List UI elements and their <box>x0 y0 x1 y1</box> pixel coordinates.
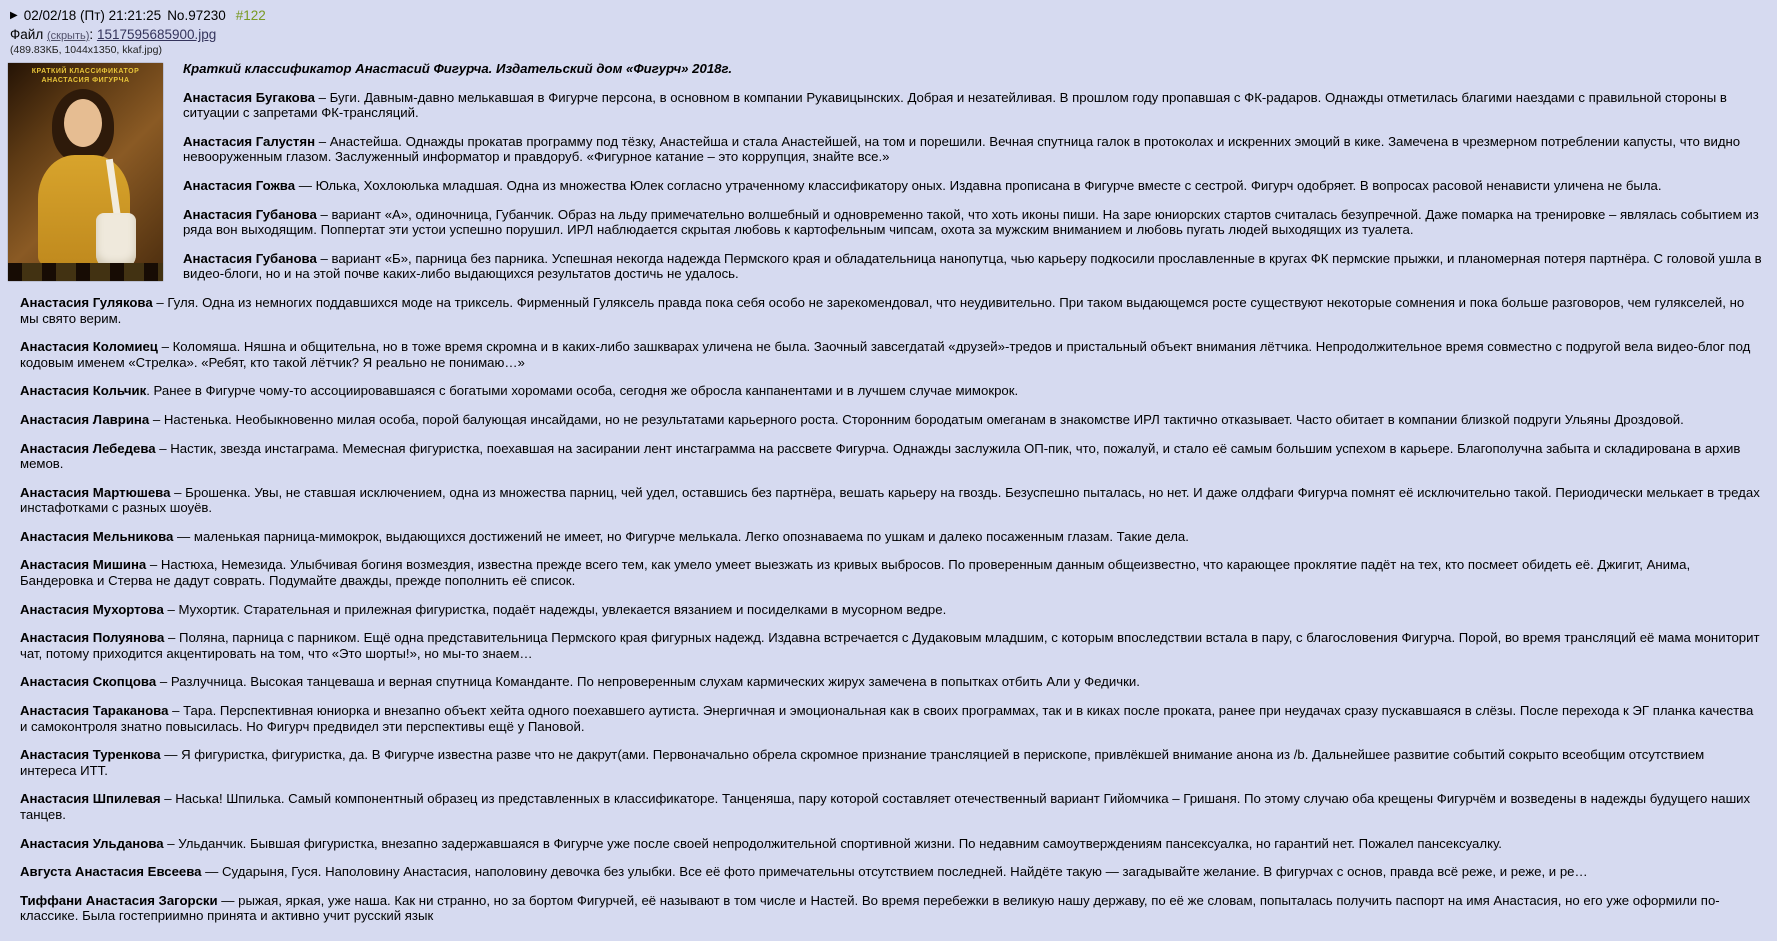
entry-name: Анастасия Бугакова <box>183 89 315 105</box>
entry-text: – Разлучница. Высокая танцеваша и верная спутница Команданте. По непроверенным слухам кармических жирух замечена в попытках отбить Али у Федички. <box>156 674 1140 690</box>
entry-text: – Настенька. Необыкновенно милая особа, порой балующая инсайдами, но не результатами карьерного роста. Сторонним бородатым омеганам в знакомстве ИРЛ тактично отказывает. Часто обитает в компании близкой подруги Ульяны Дроздовой. <box>149 411 1684 427</box>
entry-text: — Я фигуристка, фигуристка, да. В Фигурче известна разве что не дакрут(ами. Первоначально обрела скромное признание трансляцией в перископе, привлёкшей внимание анона из /b. Дальнейшее развитие событий сокрыто всеобщим отсутствием интереса ИТТ. <box>20 747 1705 778</box>
entry-paragraph <box>20 412 1763 428</box>
entry-paragraph <box>20 90 1763 121</box>
file-meta: (489.83КБ, 1044x1350, kkaf.jpg) <box>10 44 162 56</box>
entry-paragraph <box>20 295 1763 326</box>
entry-paragraph <box>20 893 1763 924</box>
entry-paragraph <box>20 134 1763 165</box>
entry-paragraph <box>20 602 1763 618</box>
entries <box>20 90 1763 924</box>
entry-paragraph <box>20 485 1763 516</box>
thumbnail-caption-line1: КРАТКИЙ КЛАССИФИКАТОР <box>31 68 140 75</box>
entry-name: Анастасия Шпилевая <box>20 791 161 807</box>
entry-paragraph <box>20 383 1763 399</box>
entry-text: – вариант «Б», парница без парника. Успешная некогда надежда Пермского края и обладательница нанопутца, чью карьеру подкосили прославленные в кругах ФК пермские прыжки, и планомерная потеря партнёра. С головой ушла в видео-блоги, но и на этой почве каких-либо выдающихся результатов достичь не удалось. <box>183 250 1762 282</box>
entry-paragraph <box>20 836 1763 852</box>
entry-text: – Поляна, парница с парником. Ещё одна представительница Пермского края фигурных надежд. Издавна встречается с Дудаковым младшим, с которым впоследствии встала в пару, с благословения Фигурча. Порой, во время трансляций её мама мониторит чат, потому приходится акцентировать на том, что «Это шорты!», но мы-то знаем… <box>20 630 1760 661</box>
entry-text: – Анастейша. Однажды прокатав программу под тёзку, Анастейша и стала Анастейшей, на том и порешили. Вечная спутница галок в протоколах и искренних эмоций в кике. Замечена в чрезмерном потреблении капусты, что видно невооруженным глазом. Заслуженный информатор и правдоруб. «Фигурное катание – это коррупция, знайте все.» <box>183 133 1741 165</box>
entry-text: – Настик, звезда инстаграма. Мемесная фигуристка, поехавшая на засирании лент инстаграмма на рассвете Фигурча. Однажды заслужила ОП-пик, что, пожалуй, и стало её самым большим успехом в карьере. Благополучна забыта и складирована в архив мемов. <box>20 440 1741 472</box>
thumbnail-caption-line2: АНАСТАСИЯ ФИГУРЧА <box>41 77 130 84</box>
entry-name: Анастасия Туренкова <box>20 747 161 763</box>
entry-text: – Ульданчик. Бывшая фигуристка, внезапно задержавшаяся в Фигурче уже после своей непродолжительной спортивной жизни. По недавним самоутверждениям пансексуалка, но гарантий нет. Пожалел пансексуалку. <box>163 835 1502 851</box>
entry-paragraph <box>20 207 1763 238</box>
classifier-title: Краткий классификатор Анастасий Фигурча. Издательский дом «Фигурч» 2018г. <box>183 61 733 76</box>
entry-text: – Буги. Давным-давно мелькавшая в Фигурче персона, в основном в компании Рукавицынских. Добрая и незатейливая. В прошлом году пропавшая с ФК-радаров. Однажды отметилась благими наездами с правильной стороны в ситуации с запретами ФК-трансляций. <box>183 89 1727 121</box>
entry-name: Анастасия Лаврина <box>20 411 150 427</box>
entry-name: Анастасия Лебедева <box>20 440 156 456</box>
entry-name: Анастасия Тараканова <box>20 703 169 719</box>
entry-paragraph <box>20 630 1763 661</box>
entry-paragraph <box>20 178 1763 194</box>
file-name-link[interactable]: 1517595685900.jpg <box>96 27 217 42</box>
entry-name: Анастасия Коломиец <box>20 339 158 355</box>
post-count-link[interactable]: #122 <box>235 8 266 23</box>
entry-text: – Мухортик. Старательная и прилежная фигуристка, подаёт надежды, увлекается вязанием и посиделками в мусорном ведре. <box>163 601 947 617</box>
entry-paragraph <box>20 791 1763 822</box>
file-hide-link[interactable]: (скрыть) <box>46 30 90 42</box>
entry-name: Тиффани Анастасия Загорски <box>20 892 218 908</box>
post-body <box>8 61 1763 924</box>
entry-paragraph <box>20 703 1763 734</box>
file-thumbnail[interactable] <box>8 63 163 281</box>
entry-paragraph <box>20 251 1763 282</box>
entry-text: – Тара. Перспективная юниорка и внезапно объект хейта одного поехавшего аутиста. Энергичная и эмоциональная как в своих программах, так и в киках после проката, ранее при неудачах сразу пускавшаяся в слёзы. После перехода к ЭГ планка качества и самоконтроля знатно повысилась. Но Фигурч предвидел эти перспективы ещё у Пановой. <box>20 703 1754 734</box>
entry-paragraph <box>20 747 1763 778</box>
entry-text: – Наська! Шпилька. Самый компонентный образец из представленных в классификаторе. Танценяша, пару которой составляет отечественный вариант Гийомчика – Гришаня. По этому случаю оба крещены Фигурчём и возведены в надежды будущего наших танцев. <box>20 791 1751 822</box>
entry-text: — Юлька, Хохлоюлька младшая. Одна из множества Юлек согласно утраченному классификатору оных. Издавна прописана в Фигурче вместе с сестрой. Фигурч одобряет. В вопросах расовой ненависти уличена не была. <box>295 177 1662 193</box>
entry-paragraph <box>20 339 1763 370</box>
entry-name: Анастасия Галустян <box>183 133 316 149</box>
entry-text: — маленькая парница-мимокрок, выдающихся достижений не имеет, но Фигурче мелькала. Легко опознаваема по ушкам и далеко посаженным глазам. Такие дела. <box>173 528 1189 544</box>
hide-post-arrow-icon[interactable]: ▶ <box>10 9 18 21</box>
entry-name: Анастасия Скопцова <box>20 674 157 690</box>
entry-paragraph <box>20 529 1763 545</box>
thumbnail-caption <box>8 67 163 85</box>
entry-text: — Сударыня, Гуся. Наполовину Анастасия, наполовину девочка без улыбки. Все её фото примечательны отсутствием последней. Найдёте такую — загадывайте желание. В фигурчах с основ, правда всё реже, и реже, и ре… <box>201 864 1588 880</box>
portrait-bag-shape <box>96 213 136 269</box>
entry-name: Анастасия Кольчик <box>20 383 147 399</box>
entry-name: Анастасия Губанова <box>183 250 317 266</box>
entry-text: – Настюха, Немезида. Улыбчивая богиня возмездия, известна прежде всего тем, как умело умеет выезжать из кривых выбросов. По проверенным данным общеизвестно, что карающее проклятие падёт на тех, кто посмеет обидеть её. Джигит, Анима, Бандеровка и Стерва не дадут соврать. Подумайте дважды, прежде пополнить её список. <box>20 557 1691 589</box>
entry-text: – Брошенка. Увы, не ставшая исключением, одна из множества парниц, чей удел, оставшись без партнёра, вешать карьеру на гвоздь. Безуспешно пыталась, но нет. И даже олдфаги Фигурча помнят её исключительно такой. Периодически мелькает в тредах инстафотками с разных шоуёв. <box>20 484 1760 516</box>
entry-paragraph <box>20 441 1763 472</box>
post-number: No.97230 <box>167 8 226 23</box>
entry-name: Анастасия Ульданова <box>20 835 164 851</box>
file-label: Файл <box>10 27 44 42</box>
entry-text: . Ранее в Фигурче чому-то ассоциировавшаяся с богатыми хоромами особа, сегодня же обросла канпанентами и в лучшем случае мимокрок. <box>146 383 1019 399</box>
entry-text: – Гуля. Одна из немногих поддавшихся моде на триксель. Фирменный Гуляксель правда пока себя особо не зарекомендовал, что неудивительно. При таком выдающемся росте существуют некоторые сомнения и пока больше разговоров, чем гулякселей, но мы свято верим. <box>20 294 1745 326</box>
entry-name: Анастасия Гожва <box>183 177 296 193</box>
entry-name: Анастасия Губанова <box>183 206 317 222</box>
entry-text: — рыжая, яркая, уже наша. Как ни странно, но за бортом Фигурчей, её называют в том числе и Настей. Во время перебежки в великую нашу державу, по её же словам, попыталась получить паспорт на имя Анастасия, но его уже оформили по-классике. Была гостеприимно принята и активно учит русский язык <box>20 892 1720 924</box>
post-header <box>8 5 1763 24</box>
entry-text: – Коломяша. Няшна и общительна, но в тоже время скромна и в каких-либо зашкварах уличена не была. Заочный завсегдатай «друзей»-тредов и пристальный объект внимания лётчика. Непродолжительное время совместно с подругой вела видео-блог под кодовым именем «Стрелка». «Ребят, кто такой лётчик? Я реально не понимаю…» <box>20 339 1751 370</box>
entry-name: Анастасия Гулякова <box>20 294 153 310</box>
entry-name: Анастасия Мельникова <box>20 528 174 544</box>
entry-name: Анастасия Мухортова <box>20 601 164 617</box>
post-datetime: 02/02/18 (Пт) 21:21:25 <box>23 8 162 23</box>
entry-text: – вариант «А», одиночница, Губанчик. Образ на льду примечательно волшебный и одновременно такой, что хоть иконы пиши. На заре юниорских стартов считалась безупречной. Даже помарка на тренировке – являлась событием из ряда вон выходящим. Поппертат эти устои успешно порушил. ИРЛ наблюдается скрытая любовь к картофельным чипсам, охота за мужским вниманием и любовь пугать людей выходящих из туалета. <box>183 206 1759 238</box>
entry-paragraph <box>20 864 1763 880</box>
entry-paragraph <box>20 557 1763 588</box>
entry-name: Анастасия Мартюшева <box>20 484 171 500</box>
file-colon: : <box>89 27 94 42</box>
entry-name: Анастасия Полуянова <box>20 630 165 646</box>
post-message <box>8 61 1763 924</box>
file-line <box>8 24 1763 42</box>
entry-name: Августа Анастасия Евсеева <box>20 864 202 880</box>
entry-paragraph <box>20 674 1763 690</box>
entry-name: Анастасия Мишина <box>20 557 147 573</box>
portrait-face-shape <box>64 99 102 147</box>
thumbnail-bottom-band <box>8 263 163 281</box>
